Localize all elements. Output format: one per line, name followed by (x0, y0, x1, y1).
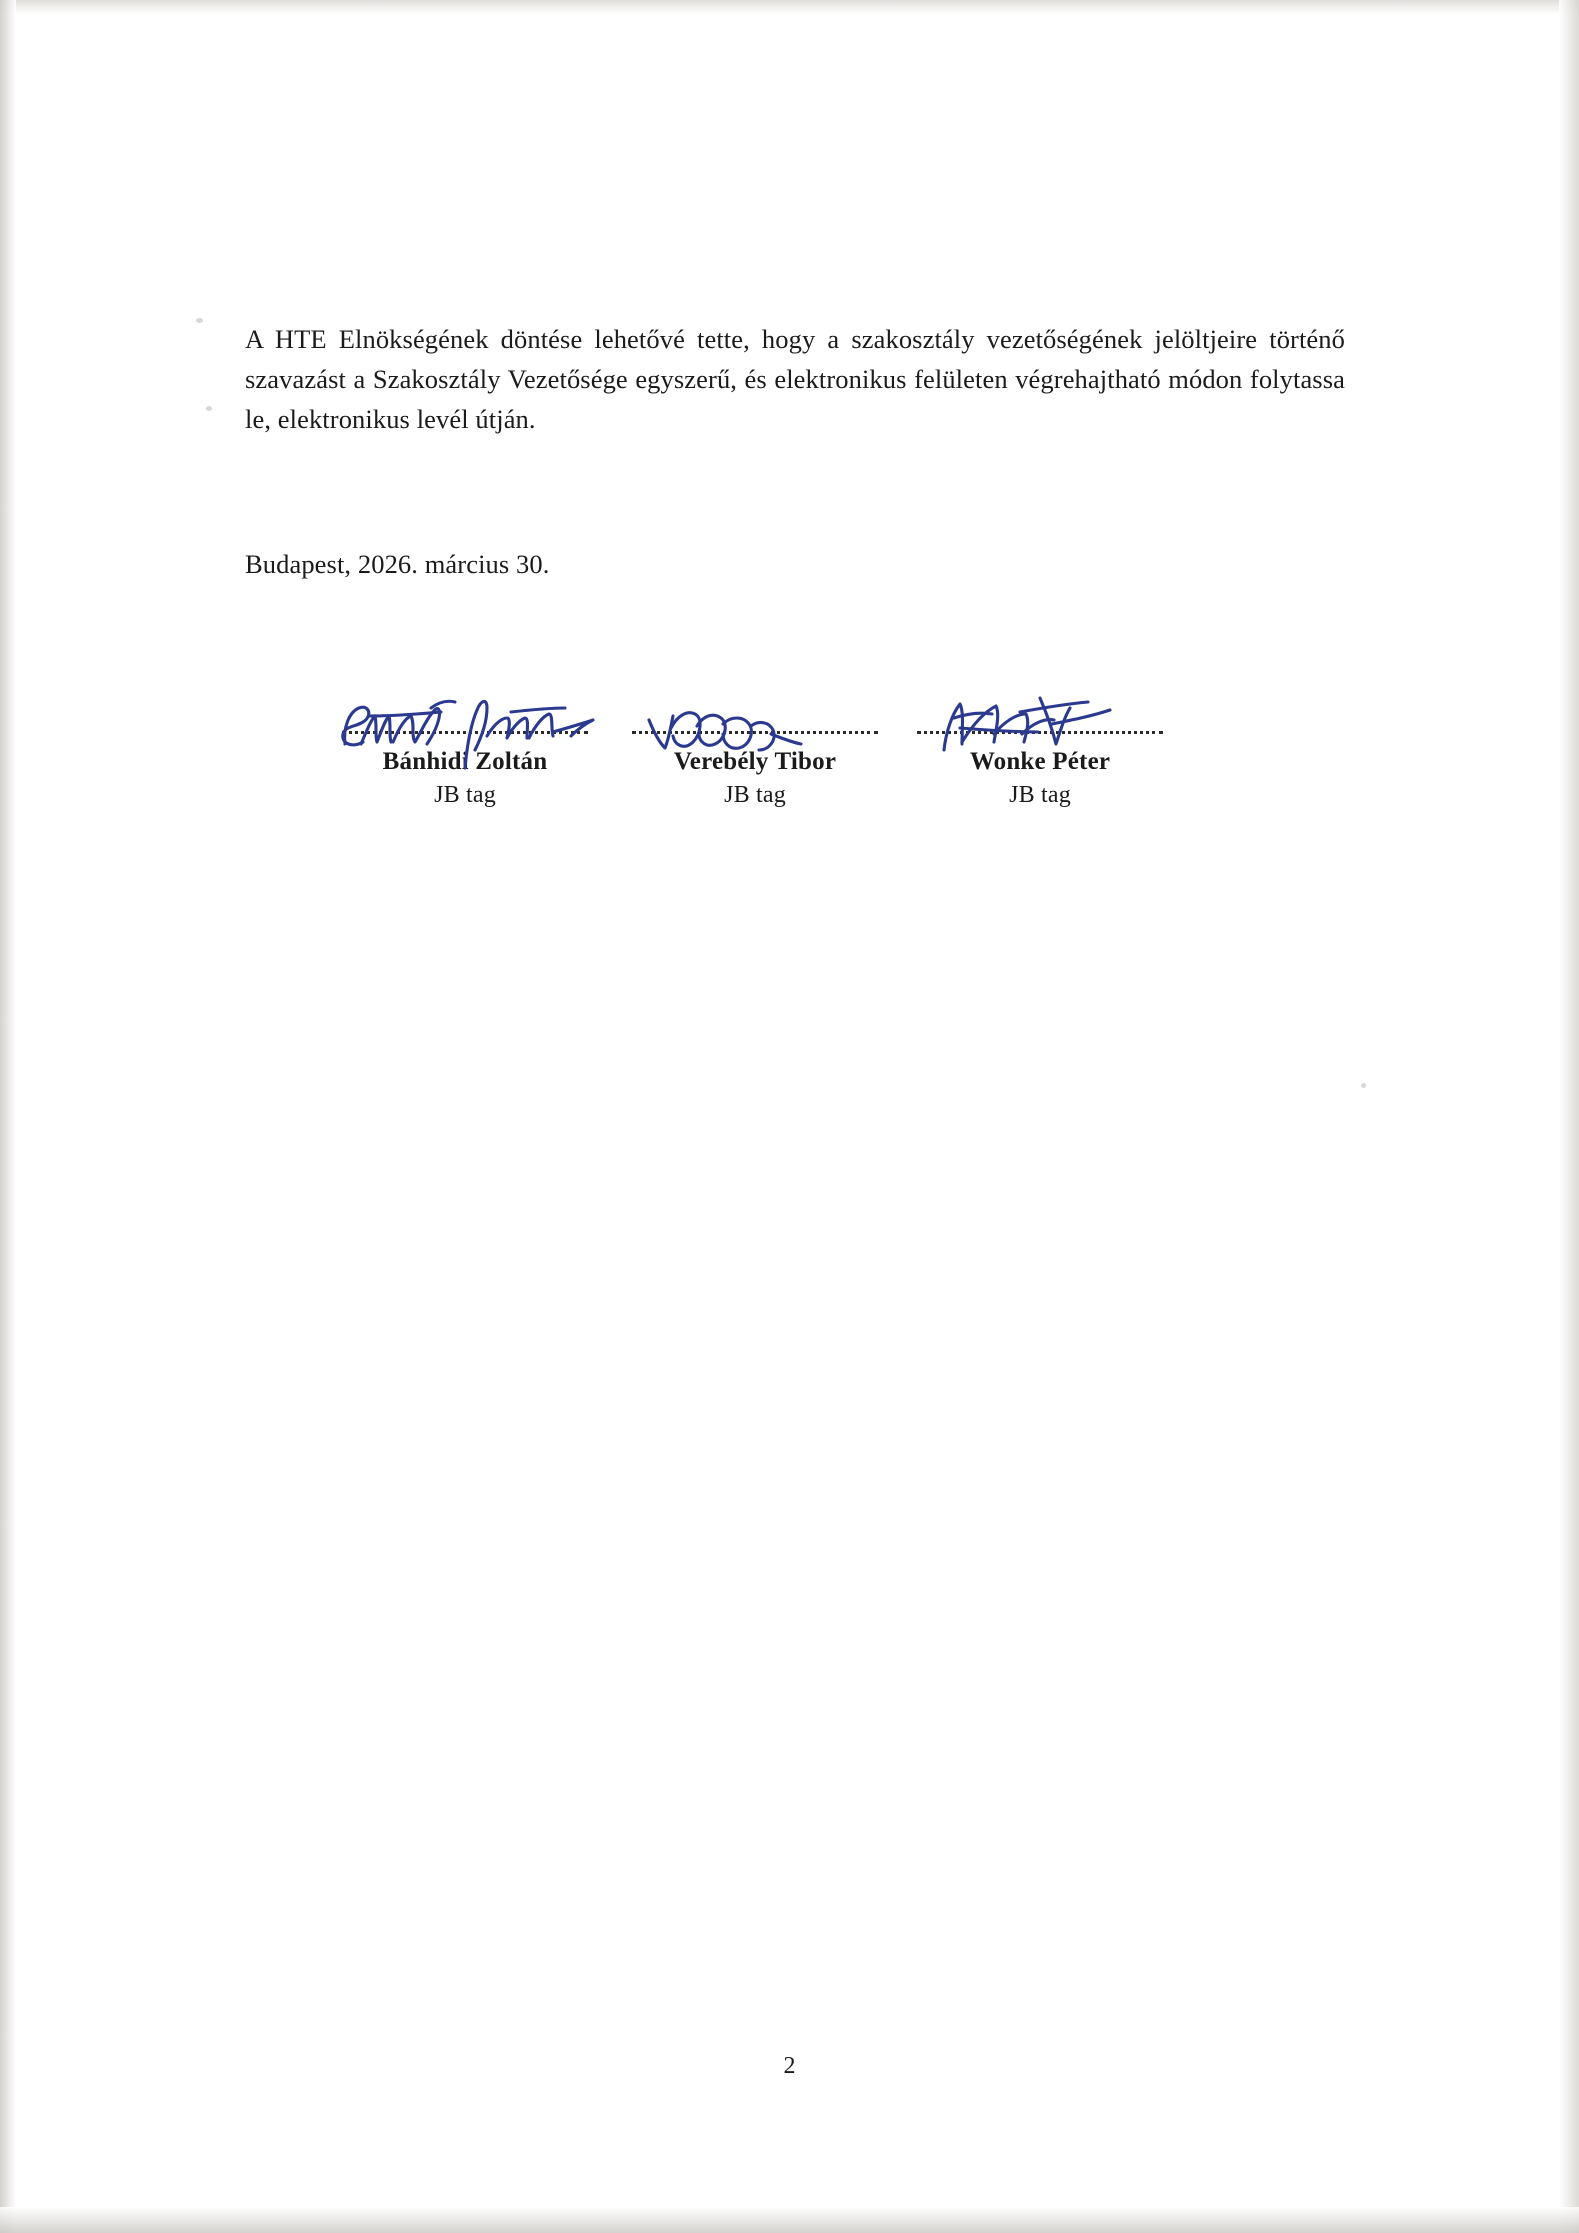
signature-name: Verebély Tibor (673, 748, 837, 775)
scan-speck (206, 406, 212, 411)
signature-dotted-line (632, 730, 878, 734)
scan-speck (196, 318, 203, 323)
signature-role: JB tag (724, 782, 786, 808)
signature-name: Bánhidi Zoltán (382, 748, 548, 775)
signature-row (245, 730, 1355, 930)
signature-block-3 (900, 730, 1180, 809)
signature-name: Wonke Péter (969, 748, 1111, 775)
scan-edge-bottom (0, 2207, 1579, 2233)
signature-dotted-line (917, 730, 1163, 734)
signature-role: JB tag (434, 782, 496, 808)
signature-block-2 (615, 730, 895, 809)
signature-dotted-line (342, 730, 588, 734)
page-number: 2 (783, 2053, 796, 2079)
date-line: Budapest, 2026. március 30. (245, 549, 550, 579)
signature-role: JB tag (1009, 782, 1071, 808)
scan-edge-left (0, 0, 16, 2233)
scan-speck (1361, 1083, 1366, 1088)
body-paragraph: A HTE Elnökségének döntése lehetővé tette, hogy a szakosztály vezetőségének jelöltjeire történő szavazást a Szakosztály Vezetősége egyszerű, és elektronikus felületen végrehajtható módon folytassa le, elektronikus levél útján. (245, 323, 1345, 435)
scan-edge-right (1559, 0, 1579, 2233)
scan-edge-top (0, 0, 1579, 14)
signature-block-1 (325, 730, 605, 809)
